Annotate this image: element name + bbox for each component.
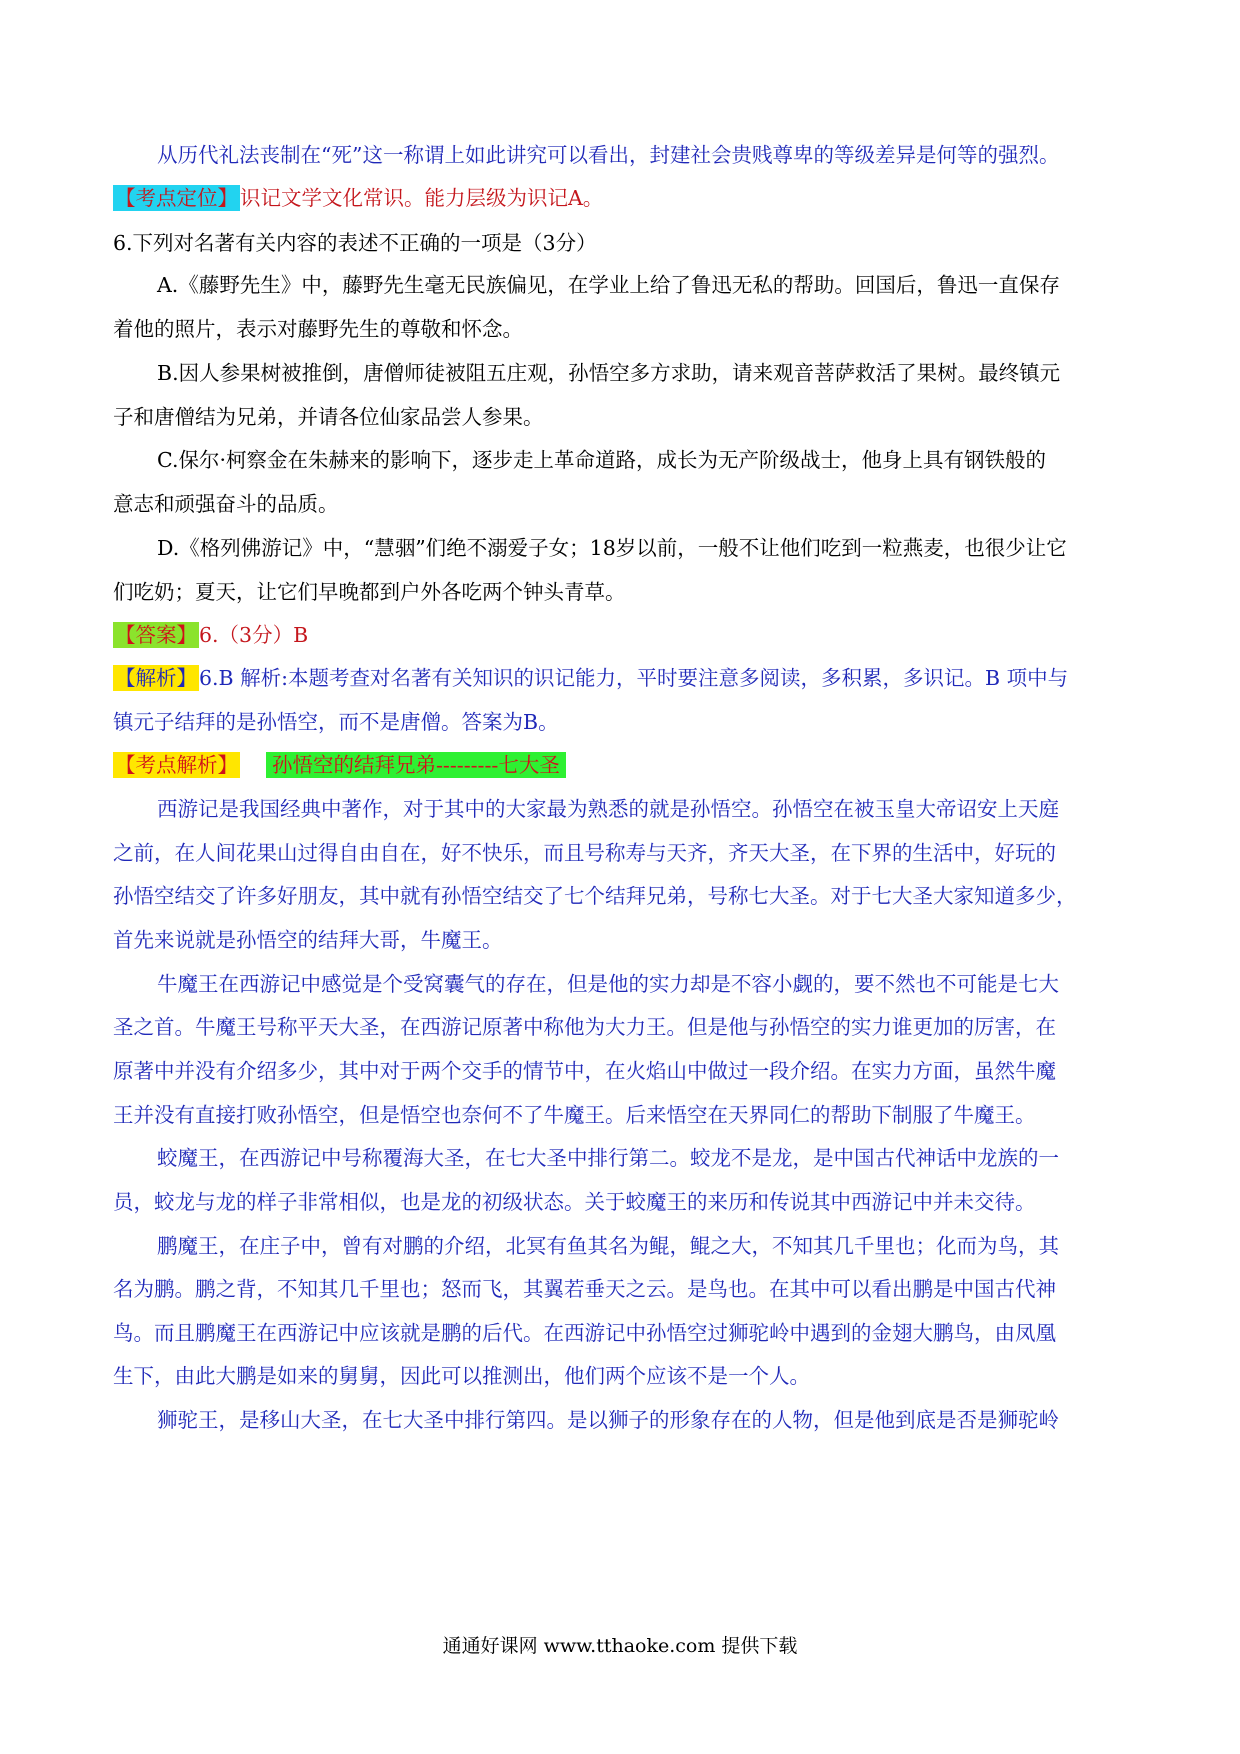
option-a-line2: 着他的照片，表示对藤野先生的尊敬和怀念。 — [113, 317, 523, 341]
footer-url-link[interactable]: www.tthaoke.com — [543, 1635, 716, 1657]
para1-line1: 西游记是我国经典中著作，对于其中的大家最为熟悉的就是孙悟空。孙悟空在被玉皇大帝诏安上天庭 — [157, 797, 1059, 821]
option-b-line1: B.因人参果树被推倒，唐僧师徒被阻五庄观，孙悟空多方求助，请来观音菩萨救活了果树。最终镇元 — [157, 361, 1061, 385]
kaodian-dingwei-row — [113, 183, 1133, 213]
answer-text: 6.（3分）B — [199, 623, 309, 647]
para2-line4: 王并没有直接打败孙悟空，但是悟空也奈何不了牛魔王。后来悟空在天界同仁的帮助下制服了牛魔王。 — [113, 1103, 1036, 1127]
para5-line1: 狮驼王，是移山大圣，在七大圣中排行第四。是以狮子的形象存在的人物，但是他到底是否是狮驼岭 — [157, 1408, 1059, 1432]
intro-sentence: 从历代礼法丧制在“死”这一称谓上如此讲究可以看出，封建社会贵贱尊卑的等级差异是何等的强烈。 — [157, 143, 1060, 167]
para2-line3: 原著中并没有介绍多少，其中对于两个交手的情节中，在火焰山中做过一段介绍。在实力方面，虽然牛魔 — [113, 1059, 1056, 1083]
para4-line3: 鸟。而且鹏魔王在西游记中应该就是鹏的后代。在西游记中孙悟空过狮驼岭中遇到的金翅大鹏鸟，由凤凰 — [113, 1321, 1056, 1345]
para1-line2: 之前，在人间花果山过得自由自在，好不快乐，而且号称寿与天齐，齐天大圣，在下界的生活中，好玩的 — [113, 841, 1056, 865]
para4-line1: 鹏魔王，在庄子中，曾有对鹏的介绍，北冥有鱼其名为鲲，鲲之大，不知其几千里也；化而为鸟，其 — [157, 1234, 1059, 1258]
option-a-line1: A.《藤野先生》中，藤野先生毫无民族偏见，在学业上给了鲁迅无私的帮助。回国后，鲁迅一直保存 — [157, 273, 1060, 297]
kaodian-dingwei-tag: 【考点定位】 — [115, 186, 238, 210]
kaodian-jiexi-heading: 孙悟空的结拜兄弟---------七大圣 — [266, 752, 566, 778]
footer-site-name: 通通好课网 — [442, 1635, 538, 1657]
kaodian-jiexi-tag: 【考点解析】 — [115, 753, 238, 777]
footer-action-text: 提供下载 — [721, 1635, 798, 1657]
option-d-line2: 们吃奶；夏天，让它们早晚都到户外各吃两个钟头青草。 — [113, 580, 626, 604]
jiexi-line2: 镇元子结拜的是孙悟空，而不是唐僧。答案为B。 — [113, 710, 559, 734]
question-stem: 6.下列对名著有关内容的表述不正确的一项是（3分） — [113, 231, 597, 255]
jiexi-tag: 【解析】 — [115, 666, 197, 690]
jiexi-line1: 6.B 解析:本题考查对名著有关知识的识记能力，平时要注意多阅读，多积累，多识记。B 项中与 — [199, 666, 1069, 690]
para2-line1: 牛魔王在西游记中感觉是个受窝囊气的存在，但是他的实力却是不容小觑的，要不然也不可能是七大 — [157, 972, 1059, 996]
option-c-line1: C.保尔·柯察金在朱赫来的影响下，逐步走上革命道路，成长为无产阶级战士，他身上具有钢铁般的 — [157, 448, 1046, 472]
page-footer — [0, 1633, 1240, 1659]
option-d-line1: D.《格列佛游记》中，“慧骃”们绝不溺爱子女；18岁以前，一般不让他们吃到一粒燕麦，也很少让它 — [157, 536, 1067, 560]
kaodian-dingwei-text: 识记文学文化常识。能力层级为识记A。 — [240, 186, 604, 210]
para4-line2: 名为鹏。鹏之背，不知其几千里也；怒而飞，其翼若垂天之云。是鸟也。在其中可以看出鹏是中国古代神 — [113, 1277, 1056, 1301]
para1-line4: 首先来说就是孙悟空的结拜大哥，牛魔王。 — [113, 928, 503, 952]
kaodian-jiexi-row — [113, 750, 1133, 780]
answer-tag: 【答案】 — [115, 623, 197, 647]
para4-line4: 生下，由此大鹏是如来的舅舅，因此可以推测出，他们两个应该不是一个人。 — [113, 1364, 810, 1388]
option-b-line2: 子和唐僧结为兄弟，并请各位仙家品尝人参果。 — [113, 405, 544, 429]
answer-row — [113, 620, 1133, 650]
option-c-line2: 意志和顽强奋斗的品质。 — [113, 492, 339, 516]
para3-line2: 员，蛟龙与龙的样子非常相似，也是龙的初级状态。关于蛟魔王的来历和传说其中西游记中并未交待。 — [113, 1190, 1036, 1214]
para3-line1: 蛟魔王，在西游记中号称覆海大圣，在七大圣中排行第二。蛟龙不是龙，是中国古代神话中龙族的一 — [157, 1146, 1059, 1170]
para2-line2: 圣之首。牛魔王号称平天大圣，在西游记原著中称他为大力王。但是他与孙悟空的实力谁更加的厉害，在 — [113, 1015, 1056, 1039]
para1-line3: 孙悟空结交了许多好朋友，其中就有孙悟空结交了七个结拜兄弟，号称七大圣。对于七大圣大家知道多少， — [113, 884, 1077, 908]
jiexi-row — [113, 663, 1133, 693]
